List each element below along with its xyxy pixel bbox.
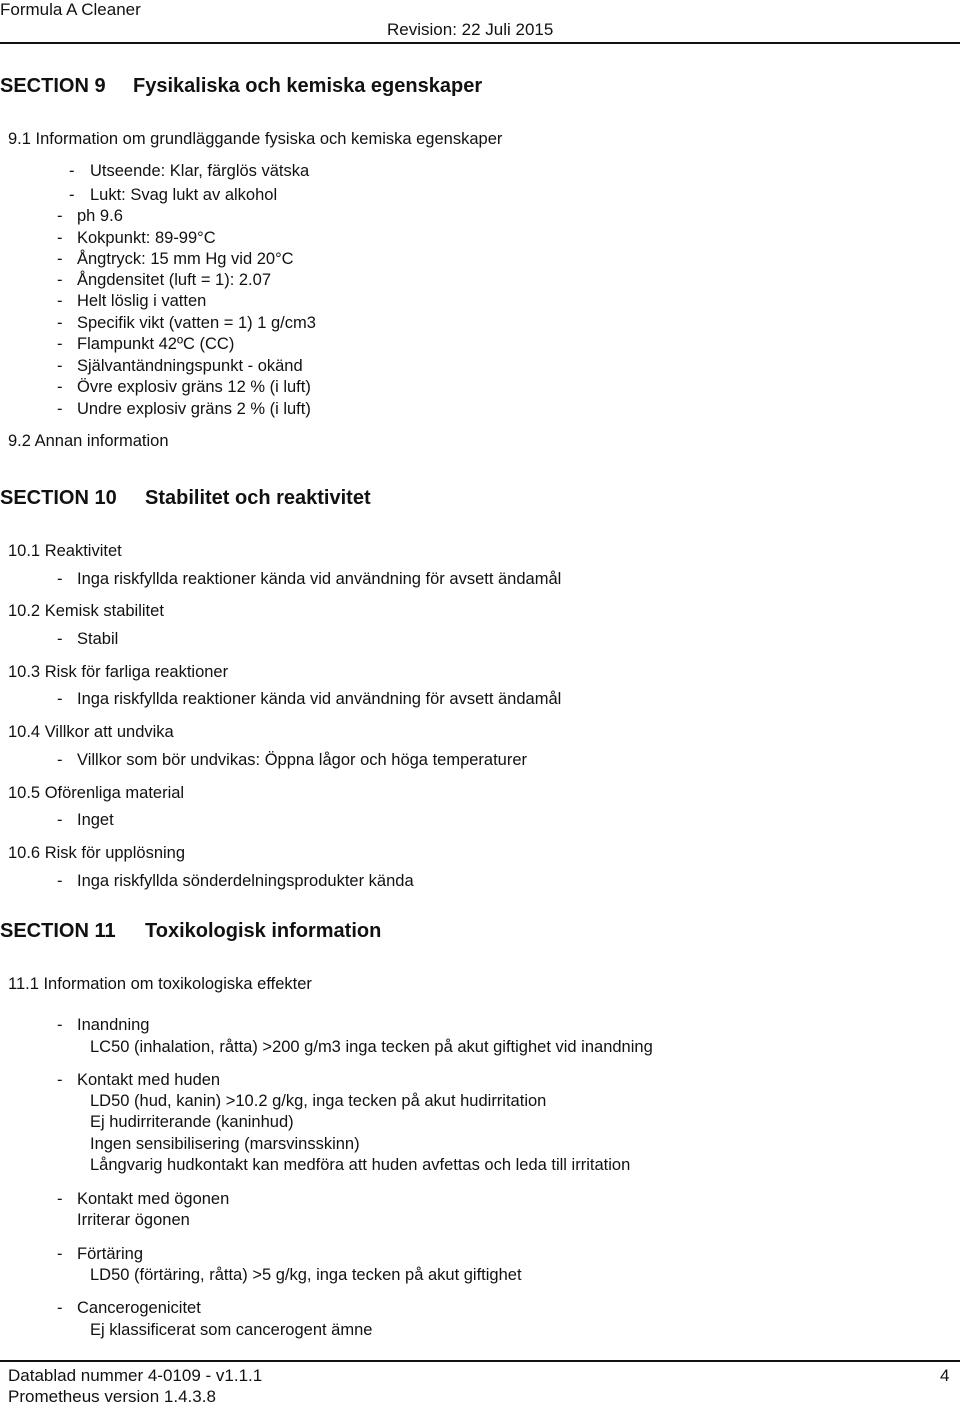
- list-dash: -: [57, 1071, 63, 1089]
- footer-divider: [0, 1360, 960, 1362]
- section-11-title: Toxikologisk information: [145, 920, 382, 942]
- section-9-number: SECTION 9: [0, 75, 106, 97]
- section-10-number: SECTION 10: [0, 487, 117, 509]
- property-item: Flampunkt 42ºC (CC): [77, 335, 235, 353]
- list-dash: -: [57, 357, 63, 375]
- section-11-number: SECTION 11: [0, 920, 116, 942]
- list-dash: -: [57, 400, 63, 418]
- property-item: ph 9.6: [77, 207, 123, 225]
- list-dash: -: [57, 250, 63, 268]
- list-dash: -: [57, 314, 63, 332]
- effect-label: Kontakt med huden: [77, 1071, 221, 1089]
- effect-detail: Långvarig hudkontakt kan medföra att huden avfettas och leda till irritation: [90, 1156, 631, 1174]
- subsection-heading: 10.3 Risk för farliga reaktioner: [8, 663, 229, 681]
- property-item: Kokpunkt: 89-99°C: [77, 229, 216, 247]
- section-10-title: Stabilitet och reaktivitet: [145, 487, 371, 509]
- software-version: Prometheus version 1.4.3.8: [8, 1387, 216, 1406]
- subsection-heading: 10.2 Kemisk stabilitet: [8, 602, 164, 620]
- list-dash: -: [57, 207, 63, 225]
- subsection-heading: 10.1 Reaktivitet: [8, 542, 122, 560]
- list-dash: -: [57, 292, 63, 310]
- list-dash: -: [57, 1016, 63, 1034]
- property-item: Självantändningspunkt - okänd: [77, 357, 303, 375]
- list-dash: -: [57, 751, 63, 769]
- list-item: Stabil: [77, 630, 119, 648]
- list-dash: -: [57, 630, 63, 648]
- effect-label: Inandning: [77, 1016, 150, 1034]
- subsection-heading: 10.4 Villkor att undvika: [8, 723, 174, 741]
- list-dash: -: [57, 1190, 63, 1208]
- list-dash: -: [57, 335, 63, 353]
- list-dash: -: [57, 811, 63, 829]
- list-dash: -: [57, 690, 63, 708]
- list-item: Inga riskfyllda sönderdelningsprodukter kända: [77, 872, 414, 890]
- effect-label: Förtäring: [77, 1245, 144, 1263]
- list-dash: -: [69, 186, 75, 204]
- property-item: Ångdensitet (luft = 1): 2.07: [77, 271, 271, 289]
- subsection-heading: 10.5 Oförenliga material: [8, 784, 185, 802]
- list-item: Inga riskfyllda reaktioner kända vid användning för avsett ändamål: [77, 570, 562, 588]
- effect-label: Kontakt med ögonen: [77, 1190, 230, 1208]
- property-item: Utseende: Klar, färglös vätska: [90, 162, 310, 180]
- property-item: Helt löslig i vatten: [77, 292, 207, 310]
- subsection-heading: 11.1 Information om toxikologiska effekter: [8, 975, 312, 993]
- property-item: Specifik vikt (vatten = 1) 1 g/cm3: [77, 314, 316, 332]
- subsection-heading: 10.6 Risk för upplösning: [8, 844, 186, 862]
- effect-detail: Ej hudirriterande (kaninhud): [90, 1113, 294, 1131]
- list-dash: -: [57, 271, 63, 289]
- revision-date: Revision: 22 Juli 2015: [387, 20, 554, 39]
- property-item: Ångtryck: 15 mm Hg vid 20°C: [77, 250, 294, 268]
- list-dash: -: [57, 229, 63, 247]
- effect-detail: LC50 (inhalation, råtta) >200 g/m3 inga tecken på akut giftighet vid inandning: [90, 1038, 653, 1056]
- effect-detail: LD50 (hud, kanin) >10.2 g/kg, inga tecken på akut hudirritation: [90, 1092, 547, 1110]
- list-dash: -: [57, 1299, 63, 1317]
- list-dash: -: [57, 570, 63, 588]
- property-item: Övre explosiv gräns 12 % (i luft): [77, 378, 311, 396]
- effect-detail: LD50 (förtäring, råtta) >5 g/kg, inga tecken på akut giftighet: [90, 1266, 522, 1284]
- list-dash: -: [69, 162, 75, 180]
- list-item: Inget: [77, 811, 114, 829]
- list-dash: -: [57, 378, 63, 396]
- effect-label: Cancerogenicitet: [77, 1299, 201, 1317]
- effect-detail: Irriterar ögonen: [77, 1211, 190, 1229]
- list-item: Villkor som bör undvikas: Öppna lågor och höga temperaturer: [77, 751, 528, 769]
- product-name: Formula A Cleaner: [0, 0, 141, 19]
- effect-detail: Ej klassificerat som cancerogent ämne: [90, 1321, 373, 1339]
- section-9-title: Fysikaliska och kemiska egenskaper: [133, 75, 483, 97]
- page-number: 4: [940, 1366, 950, 1385]
- subsection-heading: 9.1 Information om grundläggande fysiska och kemiska egenskaper: [8, 130, 503, 148]
- list-dash: -: [57, 1245, 63, 1263]
- effect-detail: Ingen sensibilisering (marsvinsskinn): [90, 1135, 360, 1153]
- property-item: Lukt: Svag lukt av alkohol: [90, 186, 278, 204]
- list-dash: -: [57, 872, 63, 890]
- list-item: Inga riskfyllda reaktioner kända vid användning för avsett ändamål: [77, 690, 562, 708]
- document-number: Datablad nummer 4-0109 - v1.1.1: [8, 1366, 263, 1385]
- header-divider: [0, 42, 960, 44]
- subsection-heading: 9.2 Annan information: [8, 432, 169, 450]
- property-item: Undre explosiv gräns 2 % (i luft): [77, 400, 311, 418]
